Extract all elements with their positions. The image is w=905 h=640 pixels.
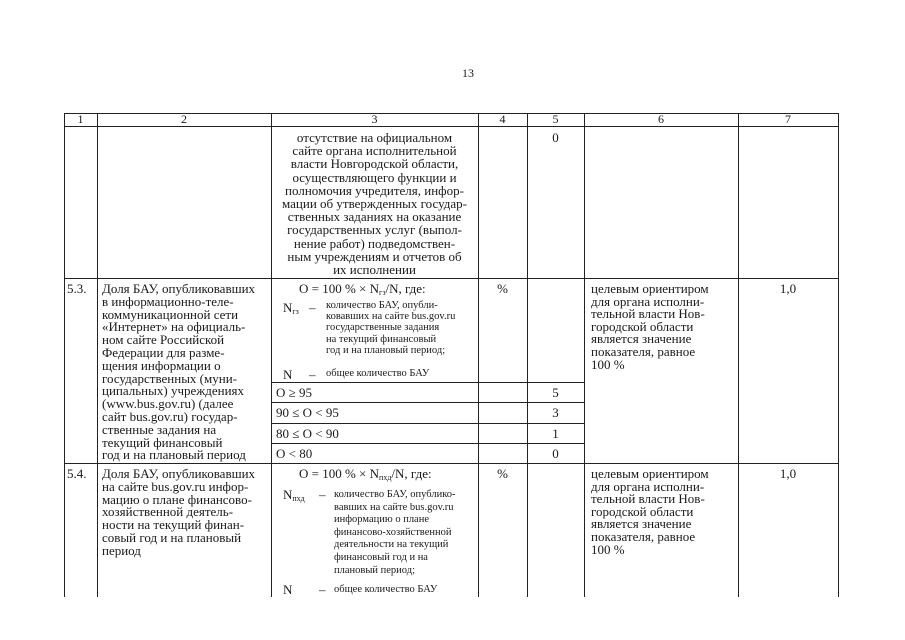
row-5-3-def1-dash: – <box>309 300 316 315</box>
text-line: их исполнении <box>333 262 416 277</box>
text-line: ственные задания на <box>102 421 217 437</box>
col-header-2: 2 <box>181 112 187 126</box>
scale-condition: O ≥ 95 <box>276 385 313 400</box>
text-line: деятельности на текущий <box>334 539 449 551</box>
col-header-3: 3 <box>371 112 378 126</box>
text-line: отсутствие на официальном <box>296 130 453 145</box>
text-line: сайт bus.gov.ru) государ- <box>102 409 238 424</box>
text-line: осуществляющего функции и <box>292 169 457 185</box>
text-line: тельной власти Нов- <box>591 306 705 322</box>
row-5-4-def2-text: общее количество БАУ <box>334 584 438 595</box>
row-5-3-formula: O = 100 % × $N_{гз}/N$, где: <box>299 281 426 297</box>
text-line: совый год и на плановый <box>102 530 242 545</box>
text-line: информацию о плане <box>334 514 429 526</box>
text-line: финансово-хозяйственной <box>334 526 452 538</box>
scale-condition: 80 ≤ O < 90 <box>276 426 339 441</box>
col-header-4: 4 <box>499 112 506 126</box>
text-line: городской области <box>591 503 694 519</box>
text-line: мации об утвержденных государ- <box>282 196 467 211</box>
row-5-4-def2-dash: – <box>319 582 326 597</box>
text-line: показателя, равное <box>591 344 696 359</box>
text-line: количество БАУ, опублико- <box>334 489 456 500</box>
col-header-5: 5 <box>552 112 559 126</box>
scale-condition: 90 ≤ O < 95 <box>276 405 339 420</box>
text-line: период <box>102 542 141 558</box>
row-5-4-weight: 1,0 <box>779 466 797 481</box>
scale-score: 3 <box>552 405 559 420</box>
text-line: 100 % <box>591 541 625 557</box>
page-number: 13 <box>462 66 474 80</box>
text-line: ковавших на сайте bus.gov.ru <box>326 311 456 323</box>
row-5-4-unit: % <box>497 466 508 481</box>
text-line: текущий финансовый <box>102 434 223 450</box>
text-line: государственных услуг (выпол- <box>287 222 462 238</box>
row-5-3-weight: 1,0 <box>779 281 797 296</box>
text-line: 100 % <box>591 356 625 372</box>
row-5-4-def2-symbol: N <box>283 582 293 597</box>
text-line: целевым ориентиром <box>591 466 709 481</box>
text-line: полномочия учредителя, инфор- <box>285 182 464 198</box>
text-line: год и на плановый период <box>102 447 246 463</box>
row-5-4-number: 5.4. <box>67 466 87 481</box>
text-line: государственные задания <box>326 322 440 334</box>
row-5-4-def1-dash: – <box>319 487 326 502</box>
row-5-3-def2-text: общее количество БАУ <box>326 368 430 379</box>
text-line: является значение <box>591 516 692 532</box>
col-header-6: 6 <box>658 112 664 126</box>
text-line: целевым ориентиром <box>591 281 709 296</box>
text-line: ности на текущий финан- <box>102 517 245 533</box>
text-line: хозяйственной деятель- <box>102 504 234 520</box>
text-line: для органа исполни- <box>591 478 705 494</box>
text-line: нение работ) подведомствен- <box>293 235 456 251</box>
text-line: «Интернет» на официаль- <box>102 319 246 335</box>
text-line: ственных заданиях на оказание <box>287 209 462 225</box>
text-line: мацию о плане финансово- <box>102 491 252 507</box>
text-line: вавших на сайте bus.gov.ru <box>334 501 454 513</box>
row-5-3-def1-symbol: $N_{гз}$ <box>283 300 299 316</box>
text-line: государственных (муни- <box>102 370 237 386</box>
text-line: является значение <box>591 331 692 347</box>
text-line: щения информации о <box>102 357 221 373</box>
text-line: на сайте bus.gov.ru инфор- <box>102 478 249 494</box>
text-line: год и на плановый период; <box>326 344 446 356</box>
text-line: ным учреждениям и отчетов об <box>287 248 462 264</box>
text-line: городской области <box>591 318 694 334</box>
text-line: (www.bus.gov.ru) (далее <box>102 396 234 412</box>
continuation-score: 0 <box>552 130 559 145</box>
text-line: коммуникационной сети <box>102 306 239 322</box>
row-5-3-number: 5.3. <box>67 281 87 296</box>
scale-condition: O < 80 <box>276 446 313 461</box>
text-line: ном сайте Российской <box>102 332 225 348</box>
row-5-4-def1-symbol: $N_{пхд}$ <box>283 487 305 503</box>
col-header-7: 7 <box>785 112 791 126</box>
text-line: Федерации для разме- <box>102 345 225 360</box>
text-line: показателя, равное <box>591 529 696 544</box>
text-line: тельной власти Нов- <box>591 491 705 507</box>
row-5-3-def2-dash: – <box>309 367 316 382</box>
text-line: власти Новгородской области, <box>290 156 459 172</box>
text-line: плановый период; <box>334 564 416 576</box>
scale-score: 0 <box>552 446 559 461</box>
row-5-3-unit: % <box>497 281 508 296</box>
text-line: на текущий финансовый <box>326 333 437 345</box>
text-line: количество БАУ, опубли- <box>326 300 438 311</box>
col-header-1: 1 <box>77 112 84 126</box>
row-5-3-def2-symbol: N <box>283 367 293 382</box>
text-line: Доля БАУ, опубликовавших <box>102 281 256 296</box>
text-line: в информационно-теле- <box>102 293 234 309</box>
scale-score: 5 <box>552 385 559 400</box>
scale-score: 1 <box>552 426 559 441</box>
text-line: для органа исполни- <box>591 293 705 309</box>
text-line: ципальных) учреждениях <box>102 383 245 399</box>
text-line: финансовый год и на <box>334 552 428 563</box>
row-5-4-formula: O = 100 % × $N_{пхд}/N$, где: <box>299 466 432 482</box>
text-line: сайте органа исполнительной <box>292 143 457 159</box>
text-line: Доля БАУ, опубликовавших <box>102 466 256 481</box>
